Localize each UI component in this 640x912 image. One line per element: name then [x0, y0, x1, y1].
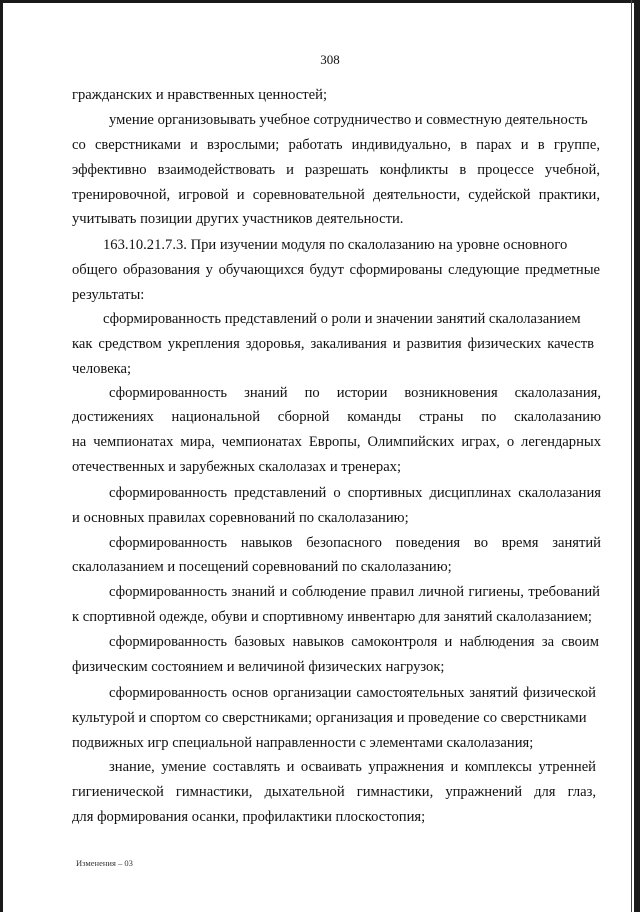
scan-edge-left: [0, 0, 3, 912]
text-line: результаты:: [72, 287, 145, 303]
text-line: человека;: [72, 361, 132, 377]
text-line: знание, умение составлять и осваивать упражнения и комплексы утренней: [109, 759, 596, 775]
text-line: скалолазанием и посещений соревнований по скалолазанию;: [72, 559, 452, 575]
text-line: гражданских и нравственных ценностей;: [72, 87, 327, 103]
text-line: 163.10.21.7.3. При изучении модуля по скалолазанию на уровне основного: [103, 237, 568, 253]
text-line: подвижных игр специальной направленности с элементами скалолазания;: [72, 735, 534, 751]
text-line: общего образования у обучающихся будут сформированы следующие предметные: [72, 262, 600, 278]
text-line: сформированность базовых навыков самоконтроля и наблюдения за своим: [109, 634, 599, 650]
text-line: эффективно взаимодействовать и разрешать конфликты в процессе учебной,: [72, 162, 600, 178]
text-line: культурой и спортом со сверстниками; организация и проведение со сверстниками: [72, 710, 587, 726]
text-line: отечественных и зарубежных скалолазах и тренерах;: [72, 459, 402, 475]
page-number: 308: [320, 52, 340, 67]
text-line: сформированность представлений о спортивных дисциплинах скалолазания: [109, 485, 601, 501]
text-line: и основных правилах соревнований по скалолазанию;: [72, 510, 409, 526]
footer-revision-note: Изменения – 03: [76, 858, 133, 868]
text-line: учитывать позиции других участников деятельности.: [72, 211, 404, 227]
text-line: сформированность основ организации самостоятельных занятий физической: [109, 685, 596, 701]
text-line: на чемпионатах мира, чемпионатах Европы, Олимпийских играх, о легендарных: [72, 434, 601, 450]
scan-edge-top: [0, 0, 640, 3]
text-line: сформированность представлений о роли и значении занятий скалолазанием: [103, 311, 581, 327]
text-line: со сверстниками и взрослыми; работать индивидуально, в парах и в группе,: [72, 137, 600, 153]
text-line: достижениях национальной сборной команды страны по скалолазанию: [72, 409, 601, 425]
text-line: тренировочной, игровой и соревновательной деятельности, судейской практики,: [72, 187, 600, 203]
text-line: сформированность навыков безопасного поведения во время занятий: [109, 535, 601, 551]
text-line: для формирования осанки, профилактики плоскостопия;: [72, 809, 426, 825]
text-line: к спортивной одежде, обуви и спортивному инвентарю для занятий скалолазанием;: [72, 609, 592, 625]
text-line: сформированность знаний по истории возникновения скалолазания,: [109, 385, 601, 401]
text-line: как средством укрепления здоровья, закаливания и развития физических качеств: [72, 336, 594, 352]
text-line: сформированность знаний и соблюдение правил личной гигиены, требований: [109, 584, 600, 600]
scan-edge-right-inner: [631, 0, 632, 912]
scan-edge-right: [634, 0, 640, 912]
text-line: умение организовывать учебное сотрудничество и совместную деятельность: [109, 112, 588, 128]
text-line: гигиенической гимнастики, дыхательной гимнастики, упражнений для глаз,: [72, 784, 596, 800]
text-line: физическим состоянием и величиной физических нагрузок;: [72, 659, 445, 675]
